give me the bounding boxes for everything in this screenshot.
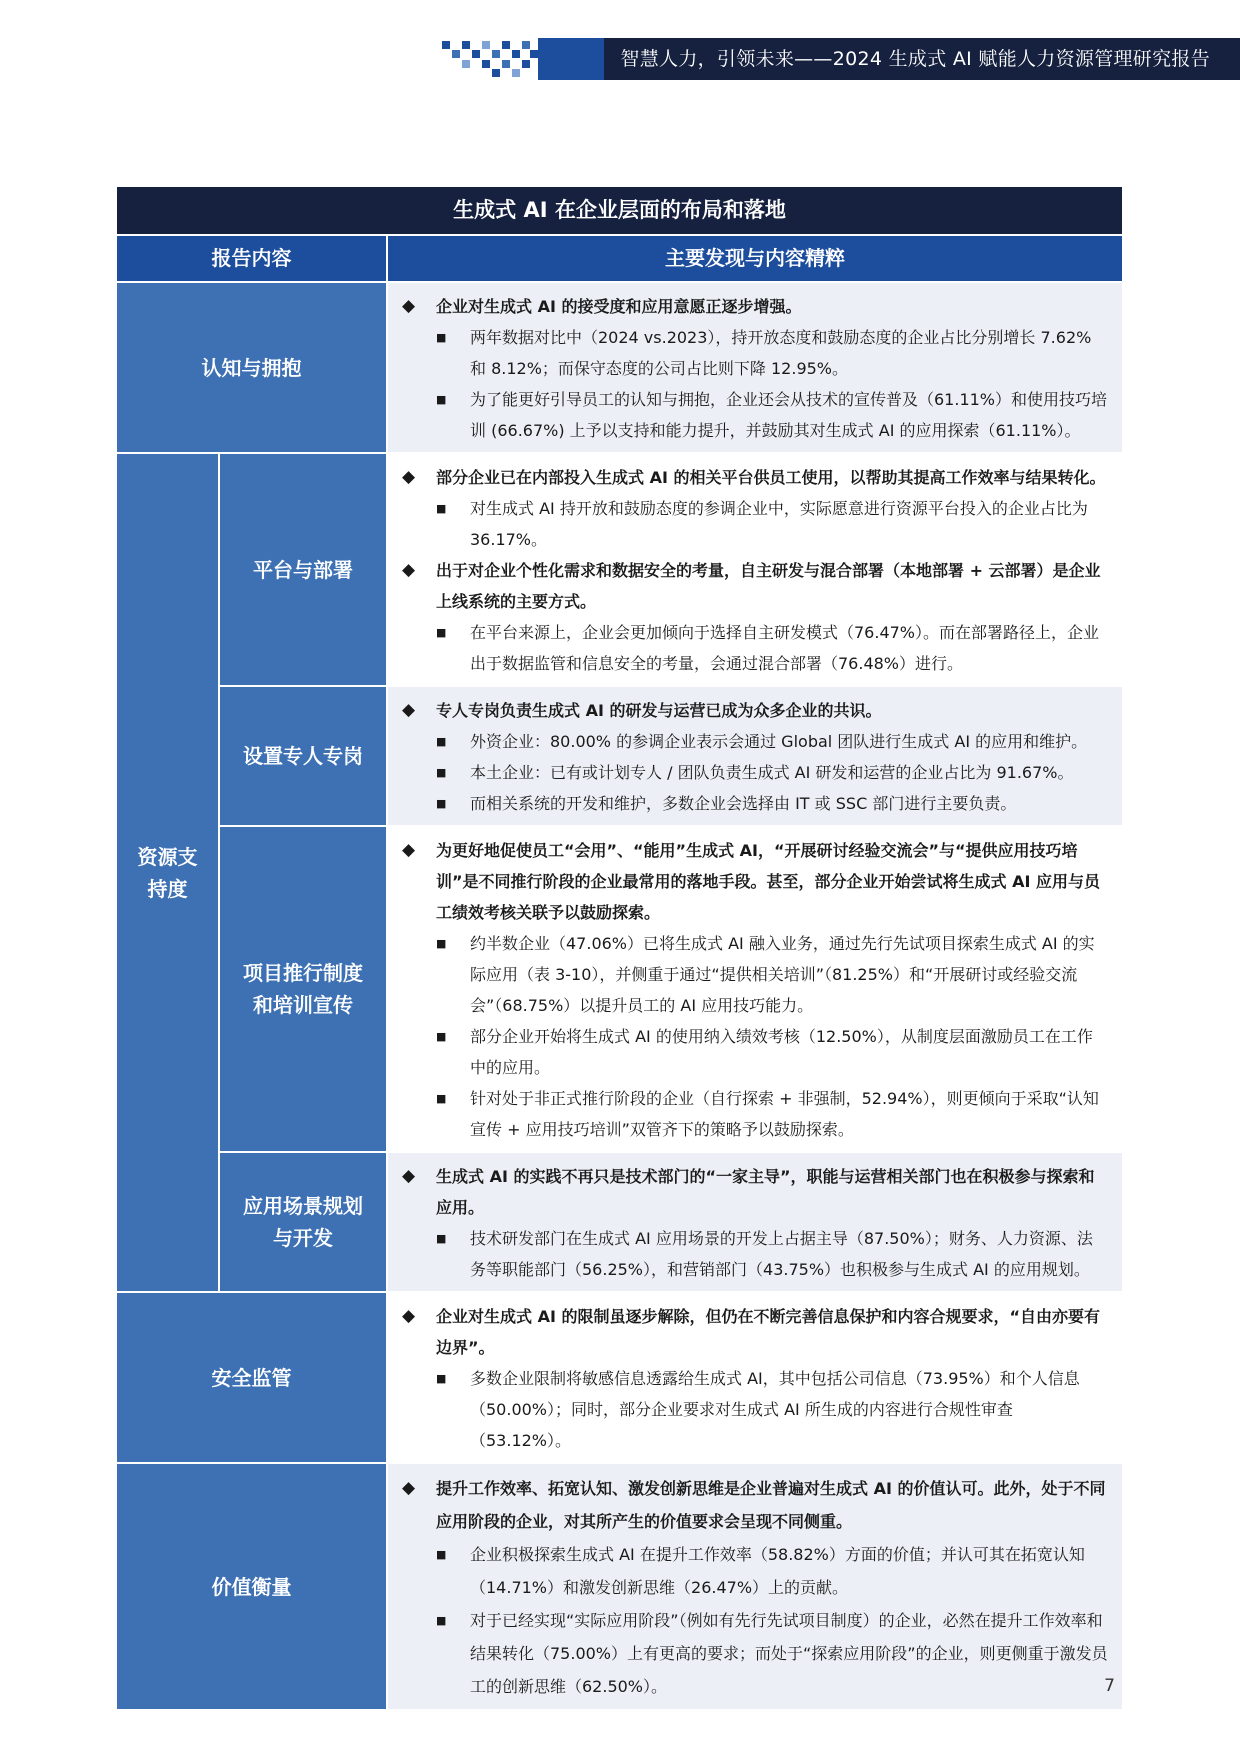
page-number: 7 xyxy=(1104,1676,1115,1696)
pixel-pattern-decoration xyxy=(438,38,538,80)
diamond-bullet-icon: ◆ xyxy=(402,700,416,720)
square-bullet-icon: ■ xyxy=(436,393,447,406)
key-point: ◆ 专人专岗负责生成式 AI 的研发与运营已成为众多企业的共识。 xyxy=(402,695,1108,726)
sub-point: ■ 针对处于非正式推行阶段的企业（自行探索 + 非强制，52.94%），则更倾向于采取“认知宣传 + 应用技巧培训”双管齐下的策略予以鼓励探索。 xyxy=(402,1083,1108,1145)
summary-table xyxy=(117,187,1122,1709)
diamond-bullet-icon: ◆ xyxy=(402,1166,416,1186)
sub-point: ■ 约半数企业（47.06%）已将生成式 AI 融入业务，通过先行先试项目探索生成式 AI 的实际应用（表 3-10），并侧重于通过“提供相关培训”（81.25%）和“开展研讨或经验交流会”（68.75%）以提升员工的 AI 应用技巧能力。 xyxy=(402,928,1108,1021)
row-content xyxy=(388,1153,1122,1291)
row-content xyxy=(388,1464,1122,1709)
column-header-content: 报告内容 xyxy=(117,236,388,281)
page-header xyxy=(0,38,1240,80)
sub-point: ■ 技术研发部门在生成式 AI 应用场景的开发上占据主导（87.50%）；财务、人力资源、法务等职能部门（56.25%），和营销部门（43.75%）也积极参与生成式 AI 的应用规划。 xyxy=(402,1223,1108,1285)
table-header-row xyxy=(117,234,1122,281)
square-bullet-icon: ■ xyxy=(436,1232,447,1245)
row-category: 安全监管 xyxy=(117,1293,388,1462)
square-bullet-icon: ■ xyxy=(436,937,447,950)
table-row xyxy=(117,1462,1122,1709)
sub-point: ■ 对于已经实现“实际应用阶段”（例如有先行先试项目制度）的企业，必然在提升工作效率和结果转化（75.00%）上有更高的要求；而处于“探索应用阶段”的企业，则更侧重于激发员工的创新思维（62.50%）。 xyxy=(402,1604,1108,1703)
square-bullet-icon: ■ xyxy=(436,797,447,810)
table-sub-row xyxy=(220,1151,1122,1291)
sub-point: ■ 为了能更好引导员工的认知与拥抱，企业还会从技术的宣传普及（61.11%）和使用技巧培训 (66.67%) 上予以支持和能力提升，并鼓励其对生成式 AI 的应用探索（61.11%）。 xyxy=(402,384,1108,446)
row-content xyxy=(388,454,1122,685)
key-point: ◆ 为更好地促使员工“会用”、“能用”生成式 AI，“开展研讨经验交流会”与“提供应用技巧培训”是不同推行阶段的企业最常用的落地手段。甚至，部分企业开始尝试将生成式 AI 应用与员工绩效考核关联予以鼓励探索。 xyxy=(402,835,1108,928)
row-content xyxy=(388,827,1122,1151)
diamond-bullet-icon: ◆ xyxy=(402,1306,416,1326)
square-bullet-icon: ■ xyxy=(436,1614,447,1627)
diamond-bullet-icon: ◆ xyxy=(402,467,416,487)
sub-category: 平台与部署 xyxy=(220,454,388,685)
diamond-bullet-icon: ◆ xyxy=(402,560,416,580)
sub-point: ■ 在平台来源上，企业会更加倾向于选择自主研发模式（76.47%）。而在部署路径上，企业出于数据监管和信息安全的考量，会通过混合部署（76.48%）进行。 xyxy=(402,617,1108,679)
table-row xyxy=(117,281,1122,452)
header-blue-band xyxy=(538,38,604,80)
sub-point: ■ 本土企业：已有或计划专人 / 团队负责生成式 AI 研发和运营的企业占比为 91.67%。 xyxy=(402,757,1108,788)
table-title: 生成式 AI 在企业层面的布局和落地 xyxy=(117,187,1122,234)
sub-point: ■ 而相关系统的开发和维护，多数企业会选择由 IT 或 SSC 部门进行主要负责。 xyxy=(402,788,1108,819)
table-sub-row xyxy=(220,825,1122,1151)
row-category: 认知与拥抱 xyxy=(117,283,388,452)
diamond-bullet-icon: ◆ xyxy=(402,840,416,860)
sub-point: ■ 部分企业开始将生成式 AI 的使用纳入绩效考核（12.50%），从制度层面激励员工在工作中的应用。 xyxy=(402,1021,1108,1083)
row-content xyxy=(388,283,1122,452)
table-sub-row xyxy=(220,685,1122,825)
key-point: ◆ 企业对生成式 AI 的接受度和应用意愿正逐步增强。 xyxy=(402,291,1108,322)
square-bullet-icon: ■ xyxy=(436,735,447,748)
square-bullet-icon: ■ xyxy=(436,626,447,639)
sub-category: 设置专人专岗 xyxy=(220,687,388,825)
group-category: 资源支持度 xyxy=(117,454,220,1291)
table-row-group xyxy=(117,452,1122,1291)
sub-category: 项目推行制度和培训宣传 xyxy=(220,827,388,1151)
group-body xyxy=(220,454,1122,1291)
table-row xyxy=(117,1291,1122,1462)
square-bullet-icon: ■ xyxy=(436,1372,447,1385)
key-point: ◆ 提升工作效率、拓宽认知、激发创新思维是企业普遍对生成式 AI 的价值认可。此外，处于不同应用阶段的企业，对其所产生的价值要求会呈现不同侧重。 xyxy=(402,1472,1108,1538)
sub-point: ■ 对生成式 AI 持开放和鼓励态度的参调企业中，实际愿意进行资源平台投入的企业占比为 36.17%。 xyxy=(402,493,1108,555)
key-point: ◆ 出于对企业个性化需求和数据安全的考量，自主研发与混合部署（本地部署 + 云部署）是企业上线系统的主要方式。 xyxy=(402,555,1108,617)
diamond-bullet-icon: ◆ xyxy=(402,1478,416,1498)
row-category: 价值衡量 xyxy=(117,1464,388,1709)
key-point: ◆ 部分企业已在内部投入生成式 AI 的相关平台供员工使用，以帮助其提高工作效率与结果转化。 xyxy=(402,462,1108,493)
row-content xyxy=(388,687,1122,825)
sub-point: ■ 外资企业：80.00% 的参调企业表示会通过 Global 团队进行生成式 AI 的应用和维护。 xyxy=(402,726,1108,757)
square-bullet-icon: ■ xyxy=(436,502,447,515)
table-sub-row xyxy=(220,454,1122,685)
square-bullet-icon: ■ xyxy=(436,1548,447,1561)
column-header-findings: 主要发现与内容精粹 xyxy=(388,236,1122,281)
sub-point: ■ 企业积极探索生成式 AI 在提升工作效率（58.82%）方面的价值；并认可其在拓宽认知（14.71%）和激发创新思维（26.47%）上的贡献。 xyxy=(402,1538,1108,1604)
square-bullet-icon: ■ xyxy=(436,331,447,344)
sub-point: ■ 多数企业限制将敏感信息透露给生成式 AI，其中包括公司信息（73.95%）和个人信息（50.00%）；同时，部分企业要求对生成式 AI 所生成的内容进行合规性审查（53.12%）。 xyxy=(402,1363,1108,1456)
sub-category: 应用场景规划与开发 xyxy=(220,1153,388,1291)
square-bullet-icon: ■ xyxy=(436,766,447,779)
report-title: 智慧人力，引领未来——2024 生成式 AI 赋能人力资源管理研究报告 xyxy=(620,48,1210,70)
diamond-bullet-icon: ◆ xyxy=(402,296,416,316)
key-point: ◆ 企业对生成式 AI 的限制虽逐步解除，但仍在不断完善信息保护和内容合规要求，“自由亦要有边界”。 xyxy=(402,1301,1108,1363)
sub-point: ■ 两年数据对比中（2024 vs.2023），持开放态度和鼓励态度的企业占比分别增长 7.62% 和 8.12%；而保守态度的公司占比则下降 12.95%。 xyxy=(402,322,1108,384)
row-content xyxy=(388,1293,1122,1462)
square-bullet-icon: ■ xyxy=(436,1092,447,1105)
key-point: ◆ 生成式 AI 的实践不再只是技术部门的“一家主导”，职能与运营相关部门也在积极参与探索和应用。 xyxy=(402,1161,1108,1223)
square-bullet-icon: ■ xyxy=(436,1030,447,1043)
